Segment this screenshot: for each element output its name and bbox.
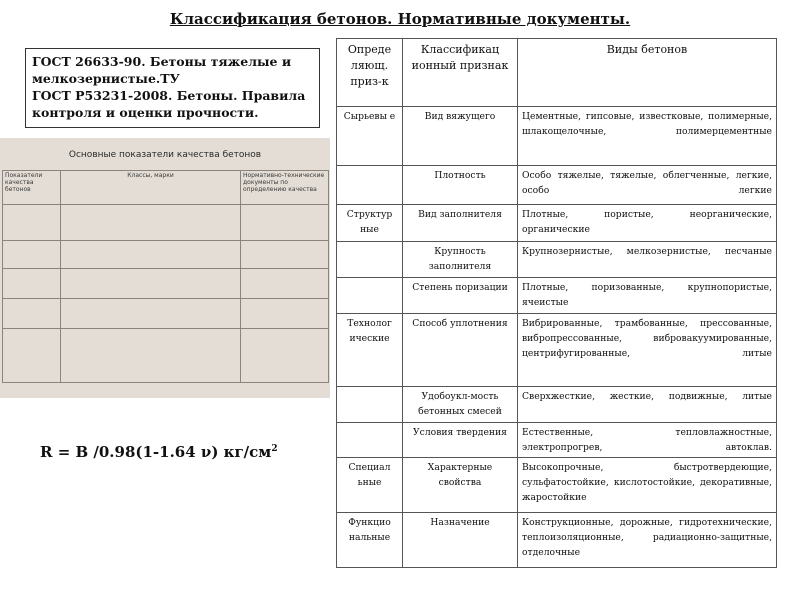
photo-cell: [61, 299, 241, 329]
photo-cell: [3, 299, 61, 329]
gost-line: мелкозернистые.ТУ: [32, 71, 180, 86]
photo-cell: [241, 329, 329, 383]
types-cell: Плотные, поризованные, крупнопористые, ячеистые: [518, 278, 777, 314]
types-cell: Сверхжесткие, жесткие, подвижные, литые: [518, 387, 777, 423]
quality-table-photo: [0, 138, 330, 398]
photo-header-cell: Нормативно-технические документы по определению качества: [241, 171, 329, 205]
photo-cell: [61, 205, 241, 241]
group-cell: [337, 166, 403, 205]
sign-cell: Плотность: [403, 166, 518, 205]
formula-superscript: 2: [271, 444, 278, 454]
gost-line: контроля и оценки прочности.: [32, 105, 259, 120]
types-cell: Естественные, тепловлажностные, электропрогрев, автоклав.: [518, 423, 777, 458]
types-cell: Вибрированные, трамбованные, прессованные, вибропрессованные, вибровакуумированные, центрифугированные, литые: [518, 314, 777, 387]
group-cell: [337, 278, 403, 314]
group-cell: [337, 242, 403, 278]
group-cell: [337, 387, 403, 423]
types-cell: Цементные, гипсовые, известковые, полимерные, шлакощелочные, полимерцементные: [518, 107, 777, 166]
sign-cell: Характерные свойства: [403, 458, 518, 513]
types-cell: Особо тяжелые, тяжелые, облегченные, легкие, особо легкие: [518, 166, 777, 205]
photo-header-cell: Классы, марки: [61, 171, 241, 205]
group-cell: Специал ьные: [337, 458, 403, 513]
photo-header-cell: Показатели качества бетонов: [3, 171, 61, 205]
page-title: Классификация бетонов. Нормативные документы.: [169, 10, 631, 28]
photo-title: Основные показатели качества бетонов: [68, 150, 262, 160]
types-cell: Крупнозернистые, мелкозернистые, песчаные: [518, 242, 777, 278]
group-cell: Сырьевы е: [337, 107, 403, 166]
group-cell: Функцио нальные: [337, 513, 403, 568]
sign-cell: Вид заполнителя: [403, 205, 518, 242]
types-cell: Конструкционные, дорожные, гидротехнические, теплоизоляционные, радиационно-защитные, отделочные: [518, 513, 777, 568]
photo-table: [2, 170, 329, 383]
photo-cell: [241, 205, 329, 241]
photo-cell: [3, 269, 61, 299]
photo-cell: [3, 241, 61, 269]
sign-cell: Вид вяжущего: [403, 107, 518, 166]
classification-table: [336, 38, 777, 568]
photo-cell: [3, 205, 61, 241]
photo-cell: [241, 269, 329, 299]
gost-line: ГОСТ Р53231-2008. Бетоны. Правила: [32, 88, 306, 103]
formula-text: R = B /0.98(1-1.64 ν) кг/см: [40, 443, 272, 461]
header-defining-feature: Опреде ляющ. приз-к: [337, 39, 403, 107]
photo-cell: [241, 299, 329, 329]
sign-cell: Степень поризации: [403, 278, 518, 314]
gost-line: ГОСТ 26633-90. Бетоны тяжелые и: [32, 54, 292, 69]
photo-cell: [61, 329, 241, 383]
photo-cell: [241, 241, 329, 269]
sign-cell: Удобоукл-мость бетонных смесей: [403, 387, 518, 423]
header-concrete-types: Виды бетонов: [518, 39, 777, 107]
photo-cell: [61, 241, 241, 269]
strength-formula: [40, 443, 278, 461]
group-cell: [337, 423, 403, 458]
photo-cell: [61, 269, 241, 299]
group-cell: Структур ные: [337, 205, 403, 242]
photo-cell: [3, 329, 61, 383]
sign-cell: Условия твердения: [403, 423, 518, 458]
header-classification-feature: Классификац ионный признак: [403, 39, 518, 107]
types-cell: Плотные, пористые, неорганические, органические: [518, 205, 777, 242]
types-cell: Высокопрочные, быстротвердеющие, сульфатостойкие, кислотостойкие, декоративные, жаростойкие: [518, 458, 777, 513]
sign-cell: Крупность заполнителя: [403, 242, 518, 278]
group-cell: Технолог ические: [337, 314, 403, 387]
sign-cell: Способ уплотнения: [403, 314, 518, 387]
sign-cell: Назначение: [403, 513, 518, 568]
gost-standards-box: [25, 48, 320, 128]
